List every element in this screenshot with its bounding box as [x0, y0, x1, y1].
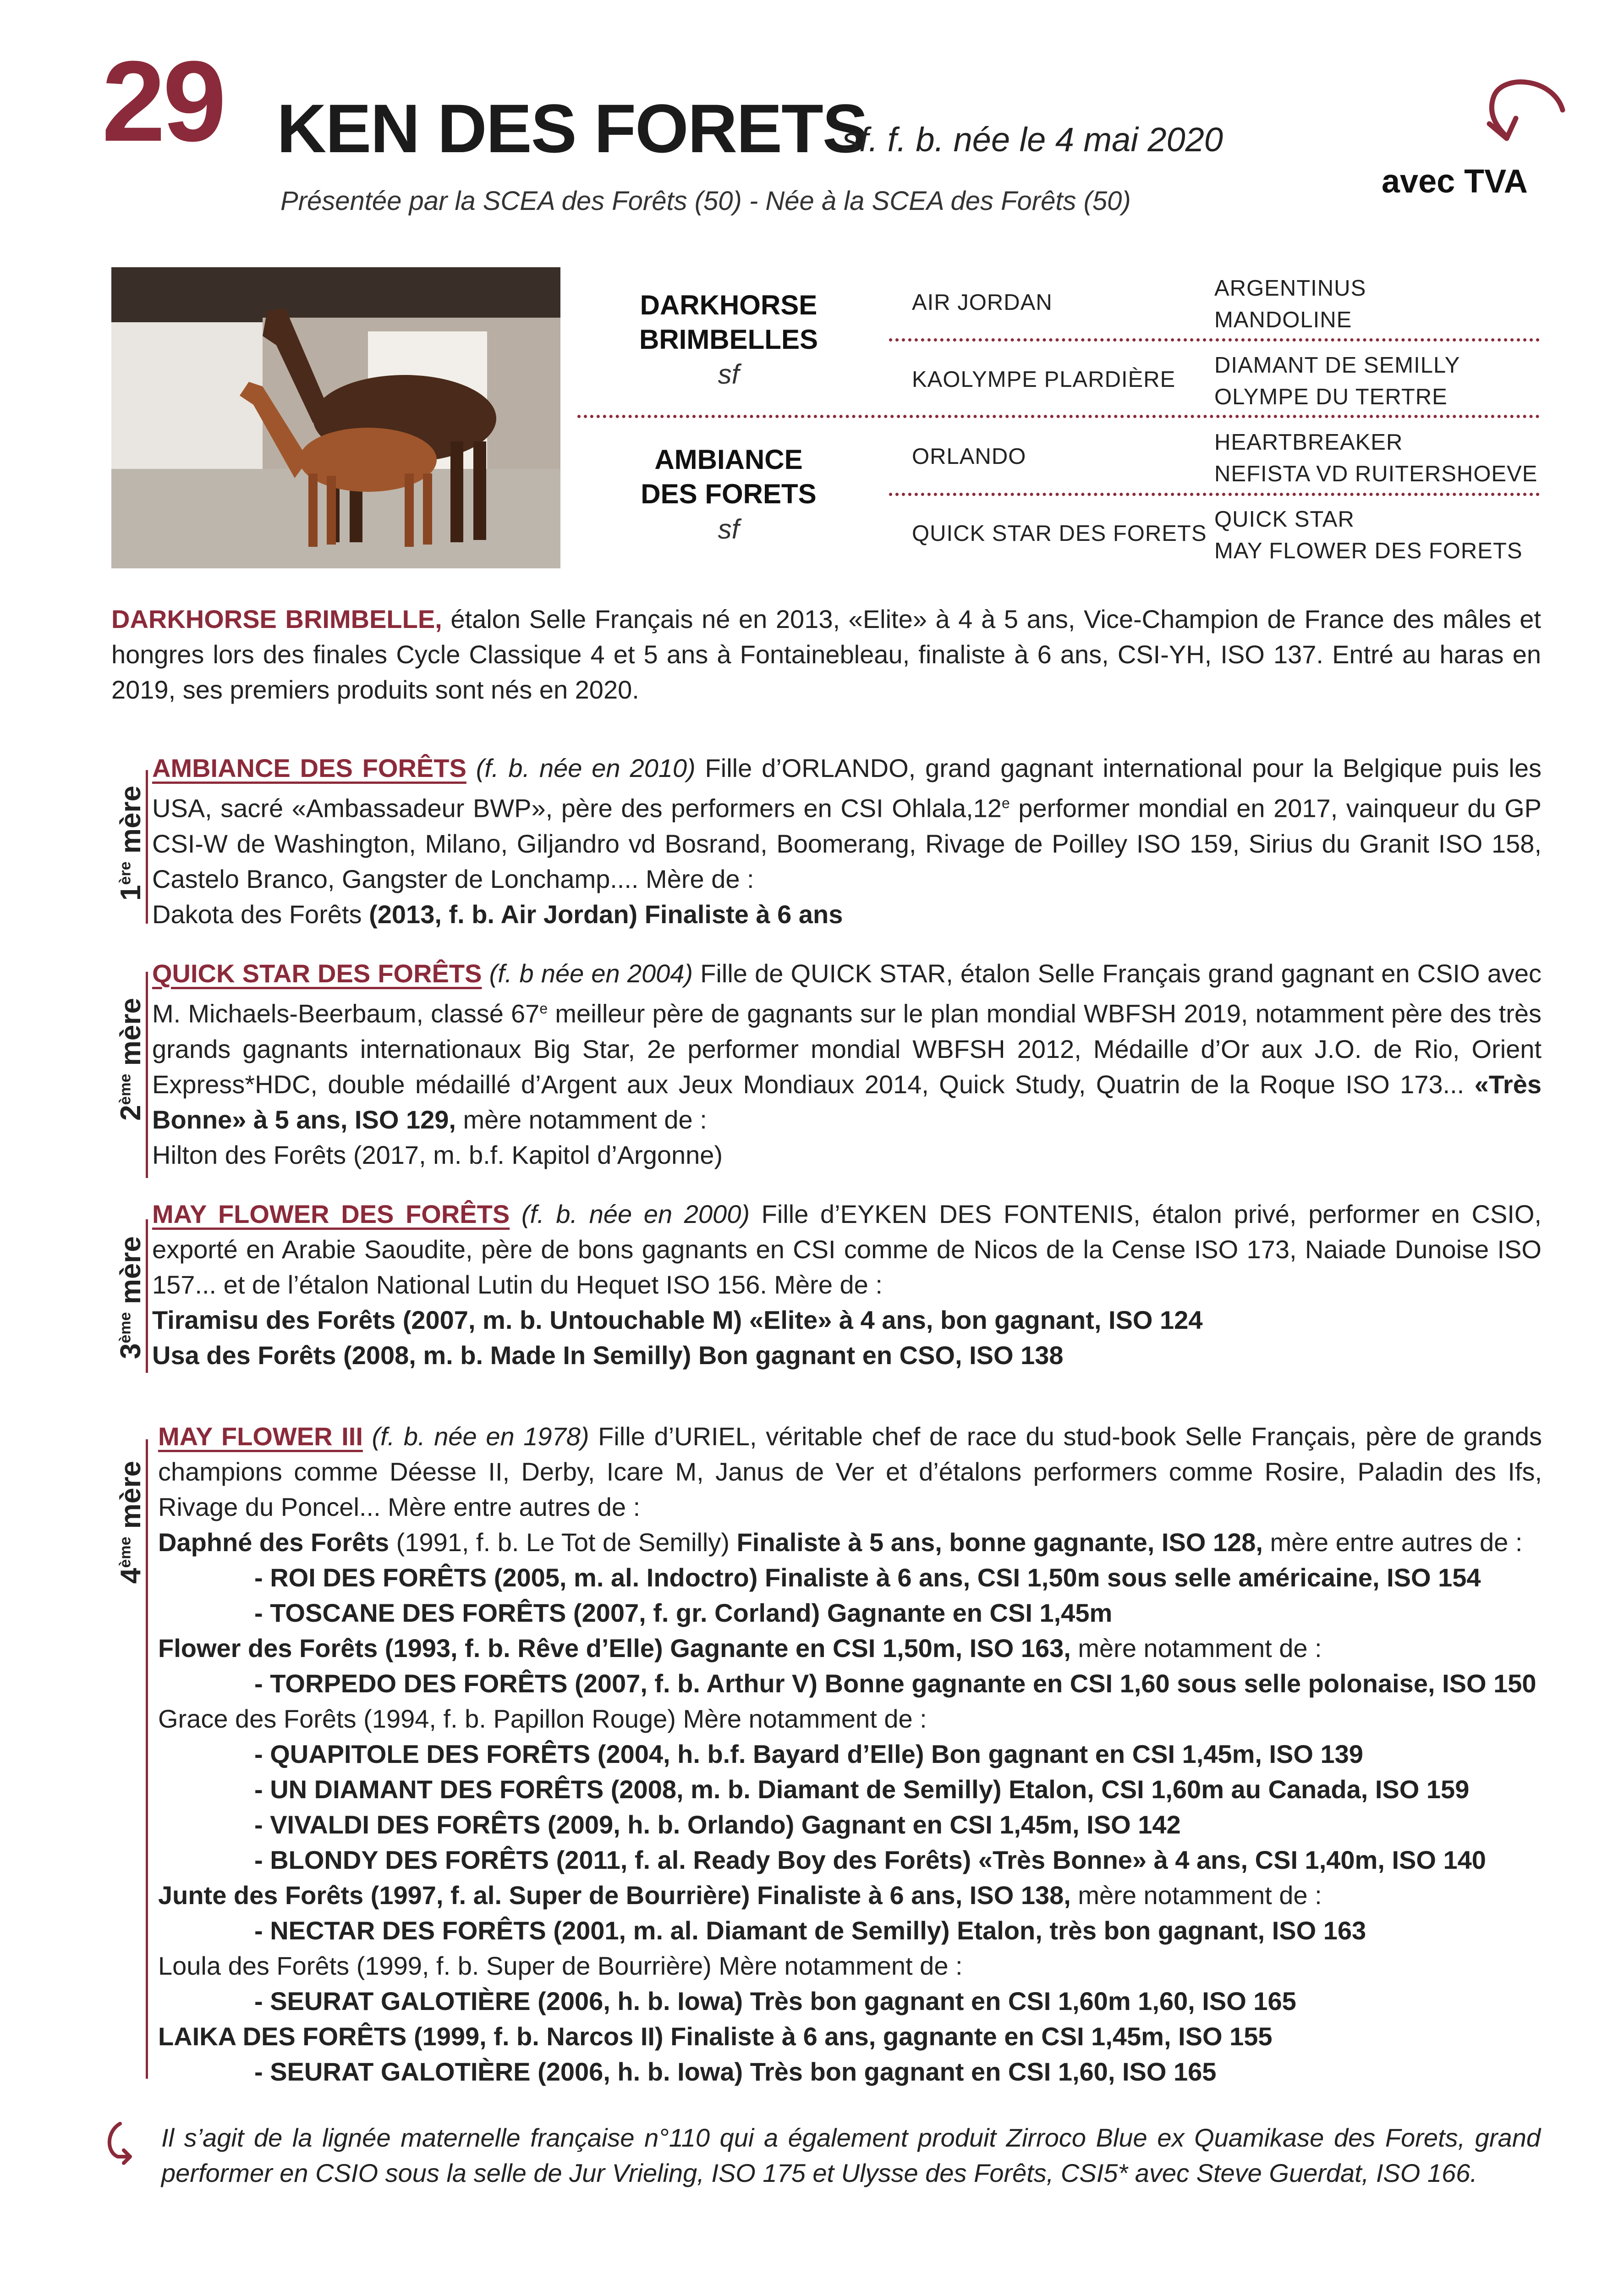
mere4-products	[158, 1525, 1547, 2089]
pedigree-gen3: HEARTBREAKER	[1214, 430, 1403, 455]
mere1-sup: e	[1001, 795, 1010, 811]
pedigree-gen3: DIAMANT DE SEMILLY	[1214, 353, 1460, 378]
mere2-product: Hilton des Forêts (2017, m. b.f. Kapitol d’Argonne)	[152, 1140, 723, 1169]
mere3-label: 3ème mère	[115, 1236, 147, 1359]
mere2-text	[152, 956, 1542, 1173]
mere4-product-line: Flower des Forêts (1993, f. b. Rêve d’Elle) Gagnante en CSI 1,50m, ISO 163, mère notamment de :	[158, 1634, 1322, 1663]
pedigree-divider	[577, 415, 1540, 418]
mere4-sub-product: - UN DIAMANT DES FORÊTS (2008, m. b. Diamant de Semilly) Etalon, CSI 1,60m au Canada, ISO 159	[254, 1775, 1470, 1804]
mere1-text	[152, 750, 1542, 932]
dam-name	[587, 442, 871, 511]
mere1-product-info: (2013, f. b. Air Jordan) Finaliste à 6 ans	[369, 899, 843, 929]
mere4-sub-product: - NECTAR DES FORÊTS (2001, m. al. Diamant de Semilly) Etalon, très bon gagnant, ISO 163	[254, 1916, 1366, 1945]
mere4-text	[158, 1419, 1542, 1525]
mere4-product-line: Loula des Forêts (1999, f. b. Super de Bourrière) Mère notamment de :	[158, 1951, 963, 1980]
mere4-sub-product: - ROI DES FORÊTS (2005, m. al. Indoctro) Finaliste à 6 ans, CSI 1,50m sous selle américaine, ISO 154	[254, 1563, 1481, 1592]
mere3-product: Tiramisu des Forêts (2007, m. b. Untouchable M) «Elite» à 4 ans, bon gagnant, ISO 124	[152, 1305, 1203, 1334]
sire-name-line1: DARKHORSE	[640, 290, 817, 320]
mere4-sub-product: - BLONDY DES FORÊTS (2011, f. al. Ready Boy des Forêts) «Très Bonne» à 4 ans, CSI 1,40m, ISO 140	[254, 1845, 1486, 1874]
mere4-body: Fille d’URIEL, véritable chef de race du stud-book Selle Français, père de grands champions comme Déesse II, Derby, Icare M, Janus de Ver et d’étalons performers comme Rosire, Paladin des Ifs, Rivage du Poncel... Mère entre autres de :	[158, 1422, 1542, 1521]
mere4-product-line: Daphné des Forêts (1991, f. b. Le Tot de Semilly) Finaliste à 5 ans, bonne gagnante, ISO 128, mère entre autres de :	[158, 1528, 1523, 1557]
pedigree-gen3-group	[1214, 273, 1366, 336]
mere4-sub-product: - TORPEDO DES FORÊTS (2007, f. b. Arthur V) Bonne gagnante en CSI 1,60 sous selle polonaise, ISO 150	[254, 1669, 1536, 1698]
mere1-info: (f. b. née en 2010)	[466, 754, 696, 782]
sire-name	[587, 288, 871, 357]
pedigree-gen3: MAY FLOWER DES FORETS	[1214, 538, 1523, 563]
mere4-label: 4ème mère	[115, 1461, 147, 1584]
mere2-label: 2ème mère	[115, 998, 147, 1121]
sire-breed: sf	[718, 359, 740, 390]
pedigree-gen3: QUICK STAR	[1214, 507, 1355, 532]
horse-photo	[111, 267, 560, 568]
sire-text-name: DARKHORSE BRIMBELLE,	[111, 605, 442, 633]
sire-description	[111, 601, 1541, 707]
pedigree-gen2: AIR JORDAN	[912, 290, 1053, 315]
lot-number: 29	[102, 37, 224, 165]
presented-by: Présentée par la SCEA des Forêts (50) - Née à la SCEA des Forêts (50)	[280, 186, 1131, 216]
pedigree-divider	[889, 493, 1540, 496]
mere4-sub-product: - TOSCANE DES FORÊTS (2007, f. gr. Corland) Gagnante en CSI 1,45m	[254, 1598, 1113, 1627]
horse-meta: sf. f. b. née le 4 mai 2020	[842, 121, 1223, 159]
mere3-name: MAY FLOWER DES FORÊTS	[152, 1200, 510, 1228]
mere4-sub-product: - SEURAT GALOTIÈRE (2006, h. b. Iowa) Très bon gagnant en CSI 1,60m 1,60, ISO 165	[254, 1987, 1296, 2015]
mere3-product: Usa des Forêts (2008, m. b. Made In Semilly) Bon gagnant en CSO, ISO 138	[152, 1341, 1064, 1370]
mere4-product-line: Grace des Forêts (1994, f. b. Papillon Rouge) Mère notamment de :	[158, 1704, 927, 1733]
pedigree-gen3: OLYMPE DU TERTRE	[1214, 384, 1448, 409]
mere3-text	[152, 1196, 1542, 1373]
mere1-name: AMBIANCE DES FORÊTS	[152, 754, 466, 782]
mere2-body: meilleur père de gagnants sur le plan mondial WBFSH 2019, notamment père des très grands gagnants internationaux Big Star, 2e performer mondial WBFSH 2012, Médaille d’Or aux J.O. de Rio, Orient Express*HDC, double médaillé d’Argent aux Jeux Mondiaux 2014, Quick Study, Quatrin de la Roque ISO 173...	[152, 999, 1542, 1099]
mere4-sub-product: - VIVALDI DES FORÊTS (2009, h. b. Orlando) Gagnant en CSI 1,45m, ISO 142	[254, 1810, 1181, 1839]
mere3-info: (f. b. née en 2000)	[510, 1200, 750, 1228]
pedigree-gen3-group	[1214, 427, 1537, 490]
mere4-sub-product: - SEURAT GALOTIÈRE (2006, h. b. Iowa) Très bon gagnant en CSI 1,60, ISO 165	[254, 2057, 1217, 2086]
dam-name-line2: DES FORETS	[641, 479, 817, 509]
mere4-product-line: LAIKA DES FORÊTS (1999, f. b. Narcos II) Finaliste à 6 ans, gagnante en CSI 1,45m, ISO 155	[158, 2022, 1273, 2051]
pedigree-gen2: ORLANDO	[912, 444, 1026, 469]
mere1-product-name: Dakota des Forêts	[152, 899, 369, 929]
dam-breed: sf	[718, 514, 740, 545]
pedigree-divider	[889, 338, 1540, 341]
mere2-name: QUICK STAR DES FORÊTS	[152, 959, 482, 988]
mere4-product-line: Junte des Forêts (1997, f. al. Super de Bourrière) Finaliste à 6 ans, ISO 138, mère notamment de :	[158, 1881, 1322, 1910]
pedigree-gen3: NEFISTA VD RUITERSHOEVE	[1214, 461, 1538, 486]
mere2-sup: e	[539, 1000, 548, 1017]
mere4-name: MAY FLOWER III	[158, 1422, 363, 1451]
pedigree-gen3-group	[1214, 504, 1523, 567]
dam-name-line1: AMBIANCE	[654, 444, 803, 475]
mere2-info: (f. b née en 2004)	[482, 959, 693, 988]
tva-label: avec TVA	[1382, 163, 1528, 200]
pedigree-gen2: QUICK STAR DES FORETS	[912, 521, 1207, 546]
mere2-body-bold: «Très Bonne» à 5 ans, ISO 129,	[152, 1069, 1542, 1134]
mere1-label: 1ère mère	[115, 786, 147, 901]
mere2-body: Fille de QUICK STAR, étalon Selle Français grand gagnant en CSIO avec M. Michaels-Beerbaum, classé 67	[152, 959, 1542, 1028]
pedigree-gen3: ARGENTINUS	[1214, 276, 1366, 301]
pedigree-gen3-group	[1214, 350, 1460, 413]
mere4-sub-product: - QUAPITOLE DES FORÊTS (2004, h. b.f. Bayard d’Elle) Bon gagnant en CSI 1,45m, ISO 139	[254, 1740, 1363, 1768]
horse-name: KEN DES FORETS	[277, 90, 867, 167]
mere1-body: Fille d’ORLANDO, grand gagnant international pour la Belgique puis les USA, sacré «Ambassadeur BWP», père des performers en CSI Ohlala,12	[152, 754, 1542, 823]
footnote: Il s’agit de la lignée maternelle française n°110 qui a également produit Zirroco Blue ex Quamikase des Forets, grand performer en CSIO sous la selle de Jur Vrieling, ISO 175 et Ulysse des Forêts, CSI5* avec Steve Guerdat, ISO 166.	[161, 2123, 1541, 2187]
pedigree-gen2: KAOLYMPE PLARDIÈRE	[912, 367, 1176, 392]
mere3-body: Fille d’EYKEN DES FONTENIS, étalon privé, performer en CSIO, exporté en Arabie Saoudite, père de bons gagnants en CSI comme de Nicos de la Cense ISO 173, Naiade Dunoise ISO 157... et de l’étalon National Lutin du Hequet ISO 156. Mère de :	[152, 1200, 1542, 1299]
mere2-body: mère notamment de :	[455, 1105, 707, 1134]
mere4-info: (f. b. née en 1978)	[362, 1422, 589, 1451]
mere1-body: performer mondial en 2017, vainqueur du GP CSI-W de Washington, Milano, Giljandro vd Bosrand, Boomerang, Rivage de Poilley ISO 159, Sirius du Granit ISO 158, Castelo Branco, Gangster de Lonchamp.... Mère de :	[152, 793, 1542, 893]
sire-text-body: étalon Selle Français né en 2013, «Elite» à 4 à 5 ans, Vice-Champion de France des mâles et hongres lors des finales Cycle Classique 4 et 5 ans à Fontainebleau, finaliste à 6 ans, CSI-YH, ISO 137. Entré au haras en 2019, ses premiers produits sont nés en 2020.	[111, 605, 1541, 704]
hook-arrow-icon	[102, 2120, 134, 2166]
sire-name-line2: BRIMBELLES	[639, 324, 818, 355]
curved-arrow-icon	[1462, 69, 1572, 151]
pedigree-gen3: MANDOLINE	[1214, 307, 1352, 332]
